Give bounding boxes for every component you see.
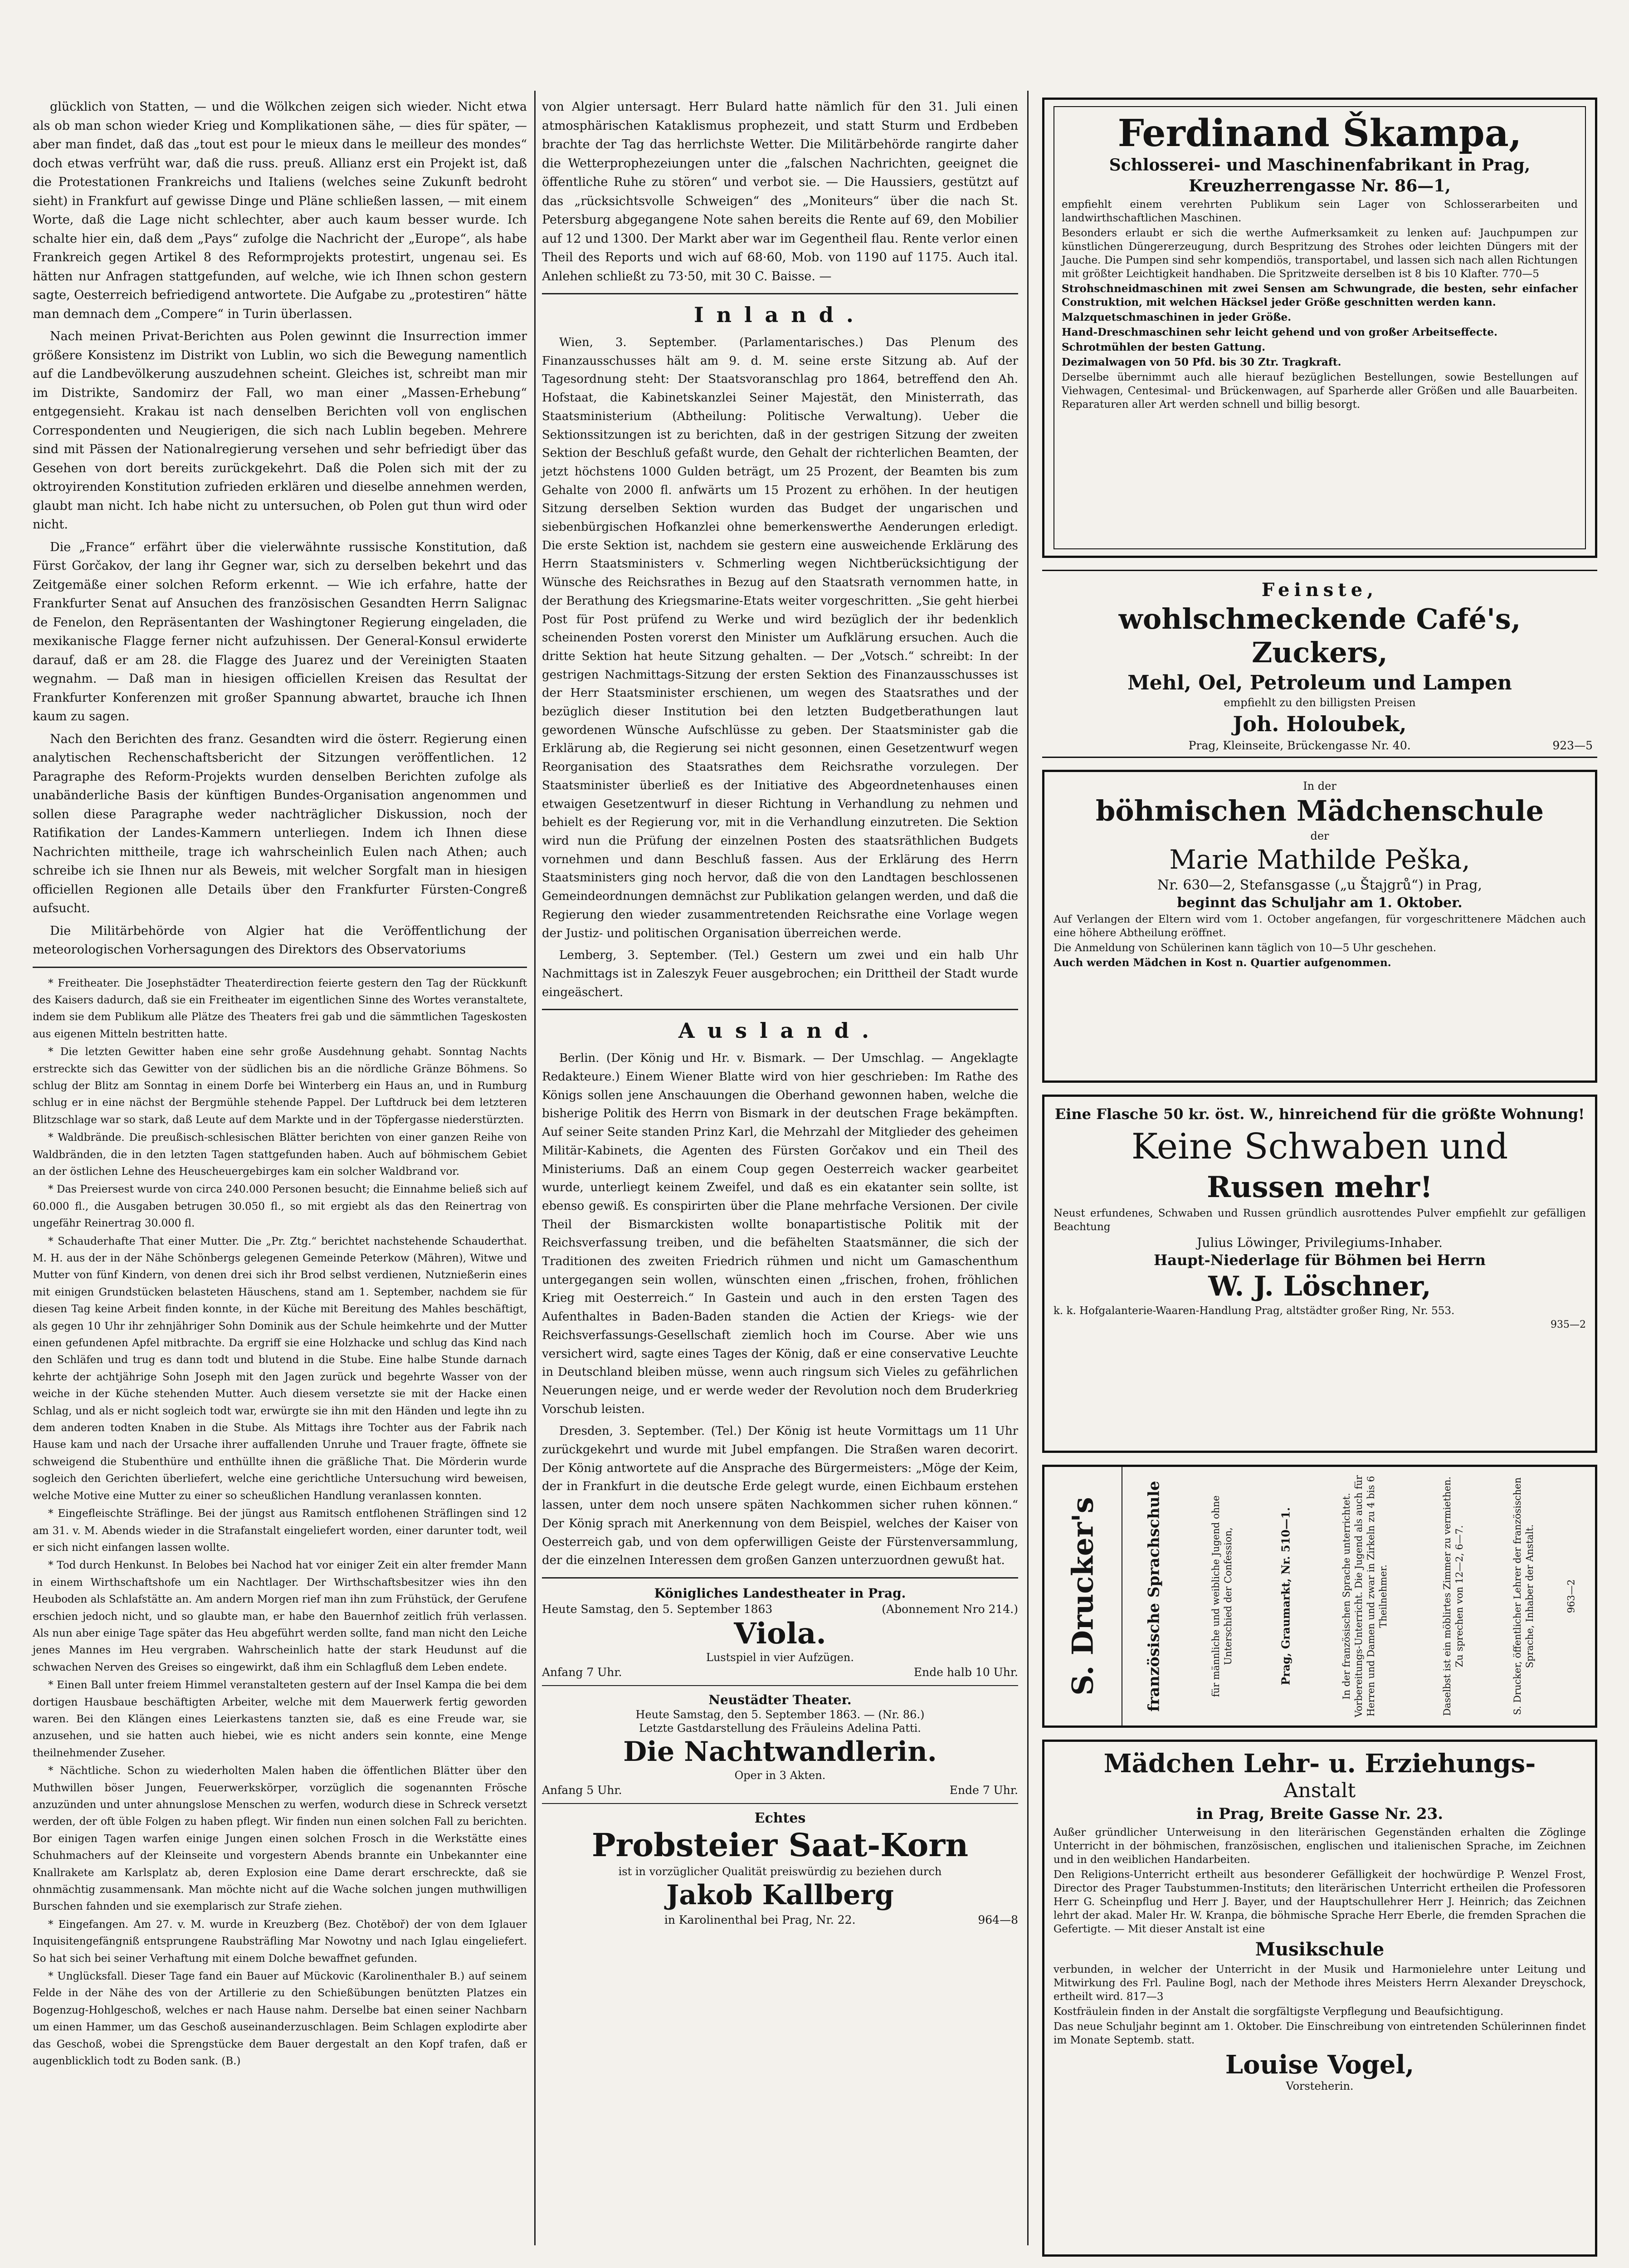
ad-text: Malzquetschmaschinen in jeder Größe. [1062,311,1292,323]
column-rule-2 [1027,91,1029,2245]
ad-number: 923—5 [1552,739,1593,752]
ad-drucker [1042,1465,1597,1728]
ad-line: ist in vorzüglicher Qualität preiswürdig zu beziehen durch [618,1865,942,1878]
ad-number: 963—2 [1566,1579,1577,1613]
start-time: Anfang 7 Uhr. [542,1666,622,1679]
divider [542,1803,1018,1804]
ad-subheadline: Anstalt [1283,1779,1356,1802]
ad-line: Vorsteherin. [1286,2080,1354,2092]
play-title: Viola. [734,1617,826,1651]
ad-headline: wohlschmeckende Café's, Zuckers, [1118,602,1521,669]
news-article: Berlin. (Der König und Hr. v. Bismark. — Der Umschlag. — Angeklagte Redakteure.) Einem Wiener Blatte wird von hier geschrieben: Im Rathe des Königs sollen jene Anschauungen die Oberhand gewonnen haben, welche die bisherige Politik des Herrn von Bismark in der deutschen Frage bekämpften. Auf seiner Seite standen Prinz Karl, die Mehrzahl der Mitglieder des geheimen Militär-Kabinets, die Agenten des Fürsten Gorčakov und ein Theil des Ministeriums. Daß an einem Coup gegen Oesterreich wacker gearbeitet wurde, unterliegt keinem Zweifel, und daß es ein ekatanter sein sollte, ist ebenso gewiß. Es conspirirten über die Plane mehrfache Versionen. Der civile Theil der Bismarckisten wollte bonapartistische Politik mit der Reichsverfassung treiben, und die befähelten Staatsmänner, die sich der Traditionen des zweiten Friedrich rühmen und nicht um Gamaschenthum untergegangen sein wollen, wünschten einen „frischen, frohen, fröhlichen Krieg mit Oesterreich.“ In Gastein und auch in den ersten Tagen des Aufenthaltes in Baden-Baden standen die Actien der Kriegs- wie der Reichsverfassungs-Gesellschaft ziemlich hoch im Course. Aber wie uns versichert wird, sagte eines Tages der König, daß er eine conservative Leuchte in Deutschland bleiben müsse, wenn auch ringsum sich Vieles zu gefährlichen Neuerungen neige, und er werde weder der Revolution noch dem Bruderkrieg Vorschub leisten. [542,1051,1018,1416]
paragraph: glücklich von Statten, — und die Wölkchen zeigen sich wieder. Nicht etwa als ob man schon wieder Krieg und Komplikationen sähe, — dies für später, — aber man findet, daß das „tout est pour le mieux dans le meilleur des mondes“ doch etwas verfrüht war, daß die russ. preuß. Allianz erst ein Projekt ist, daß die Protestationen Frankreichs und Italiens (welches seine Zukunft bedroht sieht) in Frankfurt auf gewisse Dinge und Pläne schließen lassen, — mit einem Worte, daß die Lage nicht schlechter, aber auch kaum besser wurde. Ich schalte hier ein, daß dem „Pays“ zufolge die Nachricht der „Europe“, als habe Frankreich gegen Artikel 8 des Reformprojekts protestirt, ungenau sei. Es hätten nur Anfragen stattgefunden, auf welche, wie ich Ihnen schon gestern sagte, Oesterreich befriedigend antwortete. Die Aufgabe zu „protestiren“ hätte man demnach dem „Compere“ in Turin überlassen. [33,100,527,321]
ad-address: in Karolinenthal bei Prag, Nr. 22. [664,1913,856,1926]
local-news-item: * Eingefangen. Am 27. v. M. wurde in Kreuzberg (Bez. Chotěboř) der von dem Iglauer Inquisitengefängniß entsprungene Raubsträfling Mar Nowotny und nach Iglau eingeliefert. So hat sich bei seiner Verhaftung mit einem Dolche bewaffnet gefunden. [33,1918,527,1965]
local-news-item: * Nächtliche. Schon zu wiederholten Malen haben die öffentlichen Blätter über den Muthwillen böser Jungen, Feuerwerkskörper, vorzüglich die sogenannten Frösche anzuzünden und unter ahnungslose Menschen zu werfen, wodurch diese in Schreck versetzt werden, der oft üble Folgen zu haben pflegt. Wir finden nun einen solchen Fall zu berichten. Bor einigen Tagen warfen einige Jungen einen solchen Frosch in die Werkstätte eines Schuhmachers auf der Kleinseite und vorgestern Abends brannte ein Unbekannter eine Knallrakete am Karlsplatz ab, deren Explosion eine Dame derart erschreckte, daß sie ohnmächtig zusammensank. Man möchte nicht auf die Wache solchen jungen muthwilligen Burschen fahnden und sie exemplarisch zur Strafe ziehen. [33,1765,527,1913]
ad-line: Haupt-Niederlage für Böhmen bei Herrn [1154,1251,1486,1269]
theatre-heading: Neustädter Theater. [708,1692,852,1707]
ad-line: Feinste, [1261,579,1378,601]
ad-merchant-name: W. J. Löschner, [1208,1271,1431,1302]
column-2 [542,98,1018,1928]
local-news-item: * Eingefleischte Sträflinge. Bei der jüngst aus Ramitsch entflohenen Sträflingen sind 12 am 31. v. M. Abends wieder in die Strafanstalt eingeliefert worden, einer darunter todt, weil er sich nicht einfangen lassen wollte. [33,1508,527,1554]
ad-headline: Keine Schwaben und [1131,1126,1508,1167]
divider [542,1009,1018,1010]
paragraph: Die „France“ erfährt über die vielerwähnte russische Konstitution, daß Fürst Gorčakov, der lang ihr Gegner war, sich zu derselben bekehrt und das Zeitgemäße einer solchen Reform erkennt. — Wie ich erfahre, hatte der Frankfurter Senat auf Ansuchen des französischen Gesandten Herrn Salignac de Fenelon, den Repräsentanten der Washingtoner Regierung eingeladen, die mexikanische Flagge ferner nicht aufzuhissen. Der General-Konsul erwiderte darauf, daß er am 28. die Flagge des Juarez und der Vereinigten Staaten wegnahm. — Daß man in hiesigen officiellen Kreisen das Resultat der Frankfurter Konferenzen mit großer Spannung abwartet, brauche ich Ihnen kaum zu sagen. [33,540,527,723]
ad-skampa [1042,98,1597,558]
ad-headline: Probsteier Saat-Korn [591,1826,969,1864]
ad-proprietor: Marie Mathilde Peška, [1169,844,1470,875]
local-news-item: * Tod durch Henkunst. In Belobes bei Nachod hat vor einiger Zeit ein alter fremder Mann in einem Wirthschaftshofe um ein Nachtlager. Der Wirthschaftsbesitzer wies ihn den Heuboden als Schlafstätte an. Am andern Morgen rief man ihn zum Frühstück, der Gerufene erschien jedoch nicht, und so glaubte man, er habe den Bauernhof zeitlich früh verlassen. Als nun aber einige Tage später das Heu abgeführt werden sollte, fand man nicht den Leiche jenes Mannes im Heu vergraben. Wahrscheinlich hatte der stark Heudunst auf die schwachen Nerven des Greises so eingewirkt, daß ihm ein Schlagfluß dem Leben endete. [33,1559,527,1673]
ad-vogel-school [1042,1740,1597,2257]
theatre-notice-neustadt [542,1692,1018,1797]
local-news-item: * Einen Ball unter freiem Himmel veranstalteten gestern auf der Insel Kampa die bei dem dortigen Hausbaue beschäftigten Arbeiter, welche mit dem Mauerwerk fertig geworden waren. Bei den Klängen eines Leierkastens tanzten sie, daß es eine Freude war, sie anzusehen, und sie hatten auch hiebei, wie es nicht anders sein konnte, eine Menge theilnehmender Zuseher. [33,1679,527,1759]
divider [542,1685,1018,1686]
ad-signature: Louise Vogel, [1225,2050,1414,2080]
ad-line: beginnt das Schuljahr am 1. Oktober. [1177,895,1463,911]
ad-subheadline: Russen mehr! [1206,1170,1433,1204]
subscription-number: (Abonnement Nro 214.) [882,1603,1018,1616]
ad-text: empfiehlt einem verehrten Publikum sein Lager von Schlosserarbeiten und landwirthschaftlichen Maschinen. [1062,199,1578,224]
ad-headline: Ferdinand Škampa, [1117,112,1522,155]
local-news-item: * Unglücksfall. Dieser Tage fand ein Bauer auf Mückovic (Karolinenthaler B.) auf seinem Felde in der Nähe des von der Artillerie zu den Schießübungen benützten Platzes ein Bogenzug-Hohlgeschoß, welches er nach Hause nahm. Derselbe bat einen seiner Nachbarn um einen Hammer, um das Geschoß auseinanderzuschlagen. Beim Schlagen explodirte aber das Geschoß, wobei die Sprengstücke dem Bauer dergestalt an den Kopf trafen, daß er augenblicklich todt zu Boden sank. (B.) [33,1970,527,2068]
local-news-item: * Schauderhafte That einer Mutter. Die „Pr. Ztg.“ berichtet nachstehende Schauderthat. M. H. aus der in der Nähe Schönbergs gelegenen Gemeinde Peterkow (Mähren), Witwe und Mutter von fünf Kindern, von denen drei sich ihr Brod selbst verdienen, Nutznießerin eines mit einigen Grundstücken belasteten Häuschens, stand am 1. September, nachdem sie für diesen Tag keine Arbeit finden konnte, in der Küche mit Bereitung des Mahles beschäftigt, als gegen 10 Uhr ihr zehnjähriger Sohn Dominik aus der Schule heimkehrte und der Mutter einen gefundenen Apfel mitbrachte. Da ergriff sie eine Holzhacke und schlug das Kind nach den Schläfen und trug es dann todt und blutend in die Stube. Eine halbe Stunde darnach kehrte der achtjährige Sohn Joseph mit den Jagen zurück und begehrte Wasser von der weiche in der Küche stehenden Mutter. Auch diesem versetzte sie mit der Hacke einen Schlag, und als er nicht sogleich todt war, erwürgte sie ihn mit den Händen und legte ihn zu dem anderen todten Knaben in die Stube. Als Mittags ihre Tochter aus der Fabrik nach Hause kam und nach der Ursache ihrer auffallenden Unruhe und Trauer fragte, öffnete sie schweigend die Stubenthüre und enthüllte ihnen die gräßliche That. Die Mörderin wurde sogleich den Gerichten überliefert, welche eine gerichtliche Untersuchung wird beweisen, welche Motive eine Mutter zu einer so scheußlichen Handlung veranlassen konnten. [33,1235,527,1502]
ad-text: für männliche und weibliche Jugend ohne Unterschied der Confession, [1210,1495,1234,1697]
ad-text: In der französischen Sprache unterrichtet. Vorbereitungs-Unterricht. Die Jugend als auch für Herren und Damen und zwar in Zirkeln zu 4 bis 6 Theilnehmer. [1341,1475,1389,1717]
ad-text: verbunden, in welcher der Unterricht in der Musik und Harmonielehre unter Leitung und Mitwirkung des Frl. Pauline Bogl, nach der Methode ihres Meisters Herrn Alexander Dreyschock, ertheilt wird. 817—3 [1053,1964,1586,2003]
paragraph: Nach meinen Privat-Berichten aus Polen gewinnt die Insurrection immer größere Konsistenz im Distrikt von Lublin, wo sich die Bewegung namentlich auf die Landbevölkerung auszudehnen scheint. Gleiches ist, schreibt man mir im Distrikte, Sandomirz der Fall, wo man einer „Massen-Erhebung“ entgegensieht. Krakau ist nach denselben Berichten voll von englischen Correspondenten und Neugierigen, die sich nach Lublin begeben. Mehrere sind mit Pässen der Nationalregierung versehen und sehr befriedigt über das Gesehen von dort bereits zurückgekehrt. Daß die Polen sich mit der zu oktroyirenden Konstitution zufrieden erklären und dieselbe annehmen werden, glaubt man nicht. Ich habe nicht zu untersuchen, ob Polen gut thun wird oder nicht. [33,329,527,532]
ad-text: Auch werden Mädchen in Kost n. Quartier aufgenommen. [1053,957,1391,969]
ad-text: Schrotmühlen der besten Gattung. [1062,341,1266,353]
paragraph: Nach den Berichten des franz. Gesandten wird die österr. Regierung einen analytischen Rechenschaftsbericht der Sitzungen veröffentlichen. 12 Paragraphe des Reform-Projekts wurden denselben Berichten zufolge als unabänderliche Basis der künftigen Bundes-Organisation angenommen und sollen diese Paragraphe weder nachträglicher Diskussion, noch der Ratifikation der Landes-Kammern unterliegen. Indem ich Ihnen diese Nachrichten mittheile, trage ich wahrscheinlich Eulen nach Athen; auch schreibe ich sie Ihnen nur als Beweis, mit welcher Sorgfalt man in hiesigen officiellen Regionen alle Details über den Frankfurter Fürsten-Congreß aufsucht. [33,732,527,915]
ad-subheadline: Mehl, Oel, Petroleum und Lampen [1127,671,1512,694]
ad-merchant-name: Jakob Kallberg [666,1879,894,1911]
divider [542,293,1018,294]
performance-date: Heute Samstag, den 5. September 1863 [542,1603,773,1616]
section-title-ausland: Ausland. [678,1018,882,1043]
divider [33,967,527,968]
ad-peska-school [1042,770,1597,1083]
ad-line: Julius Löwinger, Privilegiums-Inhaber. [1197,1235,1443,1250]
ad-section-title: Musikschule [1255,1939,1385,1960]
ad-line: der [1310,830,1329,842]
ad-line: empfiehlt zu den billigsten Preisen [1224,696,1416,709]
local-news-item: * Waldbrände. Die preußisch-schlesischen Blätter berichten von einer ganzen Reihe von Waldbränden, die in den letzten Tagen stattgefunden haben. Auch auf böhmischem Gebiet an der östlichen Lehne des Heuscheuergebirges kam ein solcher Waldbrand vor. [33,1132,527,1178]
ad-text: Neust erfundenes, Schwaben und Russen gründlich ausrottendes Pulver empfiehlt zur gefälligen Beachtung [1053,1207,1586,1233]
ad-line: Echtes [754,1810,806,1826]
ad-headline: Mädchen Lehr- u. Erziehungs- [1103,1749,1536,1779]
local-news-item: * Freitheater. Die Josephstädter Theaterdirection feierte gestern den Tag der Rückkunft des Kaisers dadurch, daß sie ein Freitheater im eigentlichen Sinne des Wortes veranstaltete, indem sie dem Publikum alle Plätze des Theaters frei gab und die sämmtlichen Tageskosten aus eigenen Mitteln bestritten hatte. [33,977,527,1040]
column-1 [33,98,527,2071]
ad-merchant-name: Joh. Holoubek, [1233,712,1407,736]
performance-date: Heute Samstag, den 5. September 1863. — (Nr. 86.) [635,1708,925,1721]
play-title: Die Nachtwandlerin. [623,1736,937,1768]
ad-text: Strohschneidmaschinen mit zwei Sensen am Schwungrade, die besten, sehr einfacher Construktion, mit welchen Häcksel jeder Größe geschnitten werden kann. [1062,283,1578,308]
divider [542,1577,1018,1579]
column-rule-1 [534,91,536,2245]
ad-headline: böhmischen Mädchenschule [1095,794,1544,827]
ad-text: Besonders erlaubt er sich die werthe Aufmerksamkeit zu lenken auf: Jauchpumpen zur künstlichen Düngererzeugung, durch Bespritzung des Strohes oder leichten Düngers mit der Jauche. Die Pumpen sind sehr kompendiös, transportabel, und lassen sich nach allen Richtungen mit größter Leichtigkeit handhaben. Die Spritzweite derselben ist 8 bis 10 Klafter. 770—5 [1062,227,1578,280]
play-genre: Lustspiel in vier Aufzügen. [706,1651,854,1664]
ad-text: Derselbe übernimmt auch alle hierauf bezüglichen Bestellungen, sowie Bestellungen auf Viehwagen, Centesimal- und Brückenwagen, auf Sparherde aller Größen und alle Bauarbeiten. Reparaturen aller Art werden schnell und billig besorgt. [1062,371,1578,411]
paragraph: Die Militärbehörde von Algier hat die Veröffentlichung der meteorologischen Vorhersagungen des Direktors des Observatoriums [33,924,527,957]
ad-address: k. k. Hofgalanterie-Waaren-Handlung Prag, altstädter großer Ring, Nr. 553. [1053,1305,1455,1317]
ad-number: 935—2 [1551,1319,1586,1330]
ad-subheadline: französische Sprachschule [1145,1481,1163,1712]
end-time: Ende 7 Uhr. [949,1784,1018,1797]
ad-text: Auf Verlangen der Eltern wird vom 1. October angefangen, für vorgeschrittenere Mädchen auch eine höhere Abtheilung eröffnet. [1053,914,1586,939]
ad-holoubek [1042,570,1597,758]
end-time: Ende halb 10 Uhr. [913,1666,1018,1679]
ad-number: 964—8 [978,1913,1018,1926]
ad-text: Daselbst ist ein möblirtes Zimmer zu vermiethen. Zu sprechen von 12—2, 6—7. [1442,1476,1465,1716]
news-article: Wien, 3. September. (Parlamentarisches.) Das Plenum des Finanzausschusses hält am 9. d. M. seine erste Sitzung ab. Auf der Tagesordnung steht: Der Staatsvoranschlag pro 1864, betreffend den Ah. Hofstaat, die Kabinetskanzlei Seiner Majestät, den Ministerrath, das Staatsministerium (Abtheilung: Politische Verwaltung). Ueber die Sektionssitzungen ist zu berichten, daß in der gestrigen Sitzung der zweiten Sektion der Beschluß gefaßt wurde, den Gehalt der richterlichen Beamten, der jetzt höchstens 1000 Gulden beträgt, um 25 Prozent, der Beamten bis zum Gehalte von 2000 fl. anfwärts um 15 Prozent zu erhöhen. In der heutigen Sitzung derselben Sektion wurden das Budget der ungarischen und siebenbürgischen Hofkanzlei ohne bemerkenswerthe Aenderungen erledigt. Die erste Sektion ist, nachdem sie gestern eine ausweichende Erklärung des Herrn Staatsministers v. Schmerling wegen Nichtberücksichtigung der Wünsche des Reichsrathes in Bezug auf den Staatsrath vernommen hatte, in der Berathung des Kriegsmarine-Etats weiter vorgeschritten. „Sie geht hierbei Post für Post prüfend zu Werke und wird bezüglich der ihr bedenklich scheinenden Posten vorerst den Minister um Aufklärung ersuchen. Auch die dritte Sektion hat heute Sitzung gehalten. — Der „Votsch.“ schreibt: In der gestrigen Nachmittags-Sitzung der ersten Sektion des Finanzausschusses ist der Herr Staatsminister erschienen, um wegen des Staatsrathes und der bezüglich dieser Institution bei den letzten Budgetberathungen laut gewordenen Wünsche Aufschlüsse zu geben. Der Staatsminister gab die Erklärung ab, die Regierung sei nicht gesonnen, einen Gesetzentwurf wegen Reorganisation des Staatsrathes dem Reichsrathe vorzulegen. Der Staatsminister überließ es der Initiative des Abgeordnetenhauses einen etwaigen Gesetzentwurf in dieser Richtung in Verhandlung zu nehmen und behielt es der Regierung vor, mit in die Verhandlung einzutreten. Die Sektion wird nun die Prüfung der einzelnen Posten des staatsräthlichen Budgets vornehmen und dann Beschluß fassen. Aus der Erklärung des Herrn Staatsministers ging noch hervor, daß die von den Landtagen beschlossenen Gemeindeordnungen demnächst zur Publikation gelangen werden, und daß die Regierung den wieder zusammentretenden Reichsrathe eine Vorlage wegen der Justiz- und politischen Organisation überreichen werde. [542,336,1018,940]
ad-line: In der [1303,780,1336,792]
ad-text: Die Anmeldung von Schülerinen kann täglich von 10—5 Uhr geschehen. [1053,942,1437,954]
theatre-notice-landestheater [542,1586,1018,1679]
ad-address: in Prag, Breite Gasse Nr. 23. [1196,1805,1444,1823]
ad-schwaben [1042,1095,1597,1453]
column-3 [1042,98,1597,2268]
ad-saat-korn [542,1810,1018,1926]
play-genre: Oper in 3 Akten. [734,1769,826,1782]
local-news-item: * Die letzten Gewitter haben eine sehr große Ausdehnung gehabt. Sonntag Nachts erstreckte sich das Gewitter von der südlichen bis an die nördliche Gränze Böhmens. So schlug der Blitz am Sonntag in einem Dorfe bei Winterberg ein Haus an, und in Rumburg schlug er in eine nächst der Bergmühle stehende Pappel. Der Luftdruck bei dem letzteren Blitzschlage war so stark, daß Leute auf dem Markte und in der Töpfergasse niederstürzten. [33,1046,527,1126]
ad-text: Hand-Dreschmaschinen sehr leicht gehend und von großer Arbeitseffecte. [1062,326,1498,338]
ad-subheadline: Schlosserei- und Maschinenfabrikant in Prag, Kreuzherrengasse Nr. 86—1, [1109,156,1531,196]
ad-signature: S. Drucker, öffentlicher Lehrer der französischen Sprache, Inhaber der Anstalt. [1512,1477,1535,1715]
ad-text: Dezimalwagen von 50 Pfd. bis 30 Ztr. Tragkraft. [1062,356,1341,368]
performance-note: Letzte Gastdarstellung des Fräuleins Adelina Patti. [639,1722,921,1735]
start-time: Anfang 5 Uhr. [542,1784,622,1797]
news-article: Lemberg, 3. September. (Tel.) Gestern um zwei und ein halb Uhr Nachmittags ist in Zaleszyk Feuer ausgebrochen; ein Drittheil der Stadt wurde eingeäschert. [542,948,1018,999]
paragraph: von Algier untersagt. Herr Bulard hatte nämlich für den 31. Juli einen atmosphärischen Kataklismus prophezeit, und statt Sturm und Erdbeben brachte der Tag das herrlichste Wetter. Die Militärbehörde rangirte daher die Wetterprophezeiungen unter die „falschen Nachrichten, geeignet die öffentliche Ruhe zu stören“ und verbot sie. — Die Haussiers, gestützt auf das „rücksichtsvolle Schweigen“ des „Moniteurs“ über die nach St. Petersburg abgegangene Note sahen bereits die Rente auf 69, den Mobilier auf 12 und 1300. Der Markt aber war im Gegentheil flau. Rente verlor einen Theil des Reports und wich auf 68·60, Mob. von 1190 auf 1175. Auch ital. Anlehen schließt zu 73·50, mit 30 C. Baisse. — [542,100,1018,284]
ad-address: Prag, Kleinseite, Brückengasse Nr. 40. [1188,739,1411,752]
ad-text: Außer gründlicher Unterweisung in den literärischen Gegenständen erhalten die Zöglinge Unterricht in der böhmischen, französischen, englischen und italienischen Sprache, im Zeichnen und in den weiblichen Handarbeiten. [1053,1827,1586,1866]
ad-line: Eine Flasche 50 kr. öst. W., hinreichend für die größte Wohnung! [1054,1105,1585,1123]
ad-address: Nr. 630—2, Stefansgasse („u Štajgrů“) in Prag, [1157,877,1482,893]
ad-headline: S. Drucker's [1066,1497,1100,1696]
local-news-item: * Das Preiersest wurde von circa 240.000 Personen besucht; die Einnahme beließ sich auf 60.000 fl., die Ausgaben betrugen 30.050 fl., so mit ergiebt als das den Reinertrag von ungefähr Reinertrag 30.000 fl. [33,1183,527,1230]
ad-text: Das neue Schuljahr beginnt am 1. Oktober. Die Einschreibung von eintretenden Schülerinnen findet im Monate Septemb. statt. [1053,2021,1586,2046]
theatre-heading: Königliches Landestheater in Prag. [654,1586,906,1601]
news-article: Dresden, 3. September. (Tel.) Der König ist heute Vormittags um 11 Uhr zurückgekehrt und wurde mit Jubel empfangen. Die Straßen waren decorirt. Der König antwortete auf die Ansprache des Bürgermeisters: „Möge der Keim, der in Frankfurt in die deutsche Erde gelegt wurde, einen Eichbaum erstehen lassen, unter dem noch unsere späten Nachkommen sicher ruhen können.“ Der König sprach mit Anerkennung von dem Beispiel, welches der Kaiser von Oesterreich gab, und von dem opferwilligen Geiste der Fürstenversammlung, der die einzelnen Interessen dem großen Ganzen unterzuordnen gewußt hat. [542,1424,1018,1568]
ad-text: Den Religions-Unterricht ertheilt aus besonderer Gefälligkeit der hochwürdige P. Wenzel Frost, Director des Prager Taubstummen-Instituts; den literärischen Unterricht ertheilen die Professoren Herr G. Scheinpflug und Herr J. Bayer, und der Hauptschullehrer Herr J. Heinrich; das Zeichnen lehrt der akad. Maler Hr. W. Kranpa, die böhmische Sprache Herr Eberle, die fremden Sprachen die Gefertigte. — Mit dieser Anstalt ist eine [1053,1869,1586,1935]
ad-text: Kostfräulein finden in der Anstalt die sorgfältigste Verpflegung und Beaufsichtigung. [1053,2006,1504,2018]
section-title-inland: Inland. [694,303,866,327]
ad-address: Prag, Graumarkt, Nr. 510—1. [1279,1507,1292,1686]
